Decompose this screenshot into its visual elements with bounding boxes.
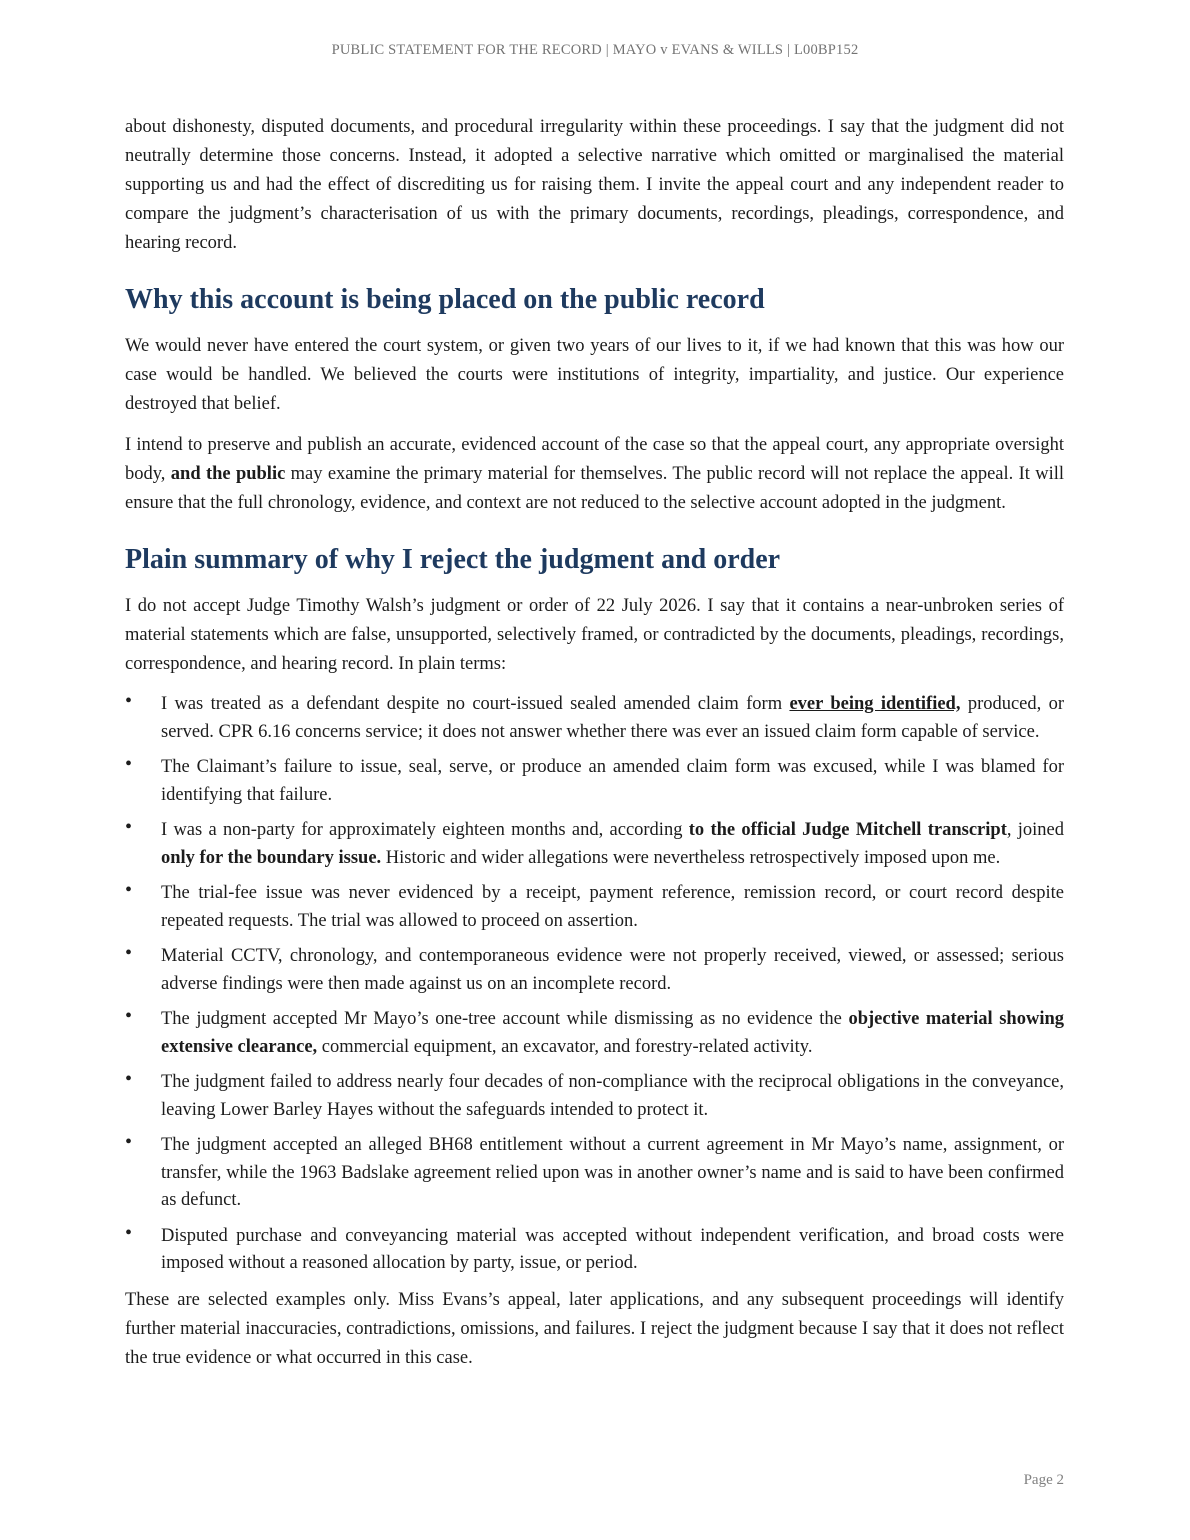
text-run: Disputed purchase and conveyancing material was accepted without independent verification, and broad costs were imposed without a reasoned allocation by party, issue, or period.: [161, 1225, 1064, 1273]
text-run: The judgment failed to address nearly four decades of non-compliance with the reciprocal obligations in the conveyance, leaving Lower Barley Hayes without the safeguards intended to protect it.: [161, 1072, 1064, 1120]
text-run: The Claimant’s failure to issue, seal, serve, or produce an amended claim form was excused, while I was blamed for identifying that failure.: [161, 757, 1064, 805]
text-run: The judgment accepted Mr Mayo’s one-tree account while dismissing as no evidence the: [161, 1009, 842, 1029]
bold-underlined-text: ever being identified,: [789, 694, 961, 714]
list-item: [125, 691, 1064, 746]
text-run: I intend to preserve and publish an accurate, evidenced account of the case so that the appeal court, any appropriate oversight body,: [125, 435, 1064, 484]
text-run: commercial equipment, an excavator, and forestry-related activity.: [321, 1036, 813, 1057]
list-item: [125, 1223, 1064, 1278]
list-item: [125, 1006, 1064, 1061]
section-heading-public-record: Why this account is being placed on the public record: [125, 284, 765, 315]
text-run: , joined: [1006, 820, 1065, 840]
summary-intro-paragraph: I do not accept Judge Timothy Walsh’s judgment or order of 22 July 2026. I say that it contains a near-unbroken series of material statements which are false, unsupported, selectively framed, or contradicted by the documents, pleadings, recordings, correspondence, and hearing record. In plain terms:: [125, 596, 1064, 674]
list-item: [125, 817, 1064, 872]
bullet-icon: •: [125, 879, 133, 901]
text-run: I was treated as a defendant despite no court-issued sealed amended claim form: [161, 694, 783, 714]
bullet-icon: •: [125, 1221, 133, 1244]
closing-paragraph: These are selected examples only. Miss Evans’s appeal, later applications, and any subsequent proceedings will identify further material inaccuracies, contradictions, omissions, and failures. I reject the judgment because I say that it does not reflect the true evidence or what occurred in this case.: [125, 1289, 1064, 1368]
rejection-reasons-list: [125, 691, 1064, 1278]
text-run: Material CCTV, chronology, and contemporaneous evidence were not properly received, viewed, or assessed; serious adverse findings were then made against us on an incomplete record.: [161, 946, 1064, 994]
bold-text: only for the boundary issue.: [161, 847, 382, 868]
text-run: Historic and wider allegations were nevertheless retrospectively imposed upon me.: [385, 847, 1001, 868]
bullet-icon: •: [125, 753, 133, 775]
intro-paragraph: about dishonesty, disputed documents, and procedural irregularity within these proceedings. I say that the judgment did not neutrally determine those concerns. Instead, it adopted a selective narrative which omitted or marginalised the material supporting us and had the effect of discrediting us for raising them. I invite the appeal court and any independent reader to compare the judgment’s characterisation of us with the primary documents, recordings, pleadings, correspondence, and hearing record.: [125, 117, 1064, 253]
text-run: produced, or served. CPR 6.16 concerns service; it does not answer whether there was ever an issued claim form capable of service.: [161, 694, 1065, 742]
list-item: [125, 1132, 1064, 1215]
public-record-paragraph-2: [125, 431, 1064, 518]
text-run: The judgment accepted an alleged BH68 entitlement without a current agreement in Mr Mayo’s name, assignment, or transfer, while the 1963 Badslake agreement relied upon was in another owner’s name and is said to have been confirmed as defunct.: [161, 1135, 1064, 1210]
bullet-icon: •: [125, 1005, 133, 1027]
running-header: PUBLIC STATEMENT FOR THE RECORD | MAYO v EVANS & WILLS | L00BP152: [331, 42, 859, 58]
page-body: [125, 113, 1064, 1385]
text-run: may examine the primary material for themselves. The public record will not replace the appeal. It will ensure that the full chronology, evidence, and context are not reduced to the selective account adopted in the judgment.: [125, 464, 1065, 513]
bold-text: to the official Judge Mitchell transcript: [688, 820, 1007, 840]
list-item: [125, 880, 1064, 935]
list-item: [125, 943, 1064, 998]
section-heading-summary: Plain summary of why I reject the judgment and order: [125, 544, 781, 575]
public-record-paragraph-1: We would never have entered the court system, or given two years of our lives to it, if we had known that this was how our case would be handled. We believed the courts were institutions of integrity, impartiality, and justice. Our experience destroyed that belief.: [125, 336, 1064, 414]
bullet-icon: •: [125, 1068, 133, 1090]
text-run: I was a non-party for approximately eighteen months and, according: [161, 820, 683, 840]
list-item: [125, 1069, 1064, 1124]
bold-text: and the public: [170, 464, 286, 484]
bold-text: objective material showing extensive clearance,: [161, 1009, 1065, 1057]
list-item: [125, 754, 1064, 809]
bullet-icon: •: [125, 816, 133, 838]
bullet-icon: •: [125, 1131, 133, 1153]
text-run: The trial-fee issue was never evidenced by a receipt, payment reference, remission record, or court record despite repeated requests. The trial was allowed to proceed on assertion.: [161, 883, 1064, 931]
page-number: Page 2: [1023, 1472, 1064, 1488]
bullet-icon: •: [125, 690, 133, 712]
bullet-icon: •: [125, 942, 133, 964]
